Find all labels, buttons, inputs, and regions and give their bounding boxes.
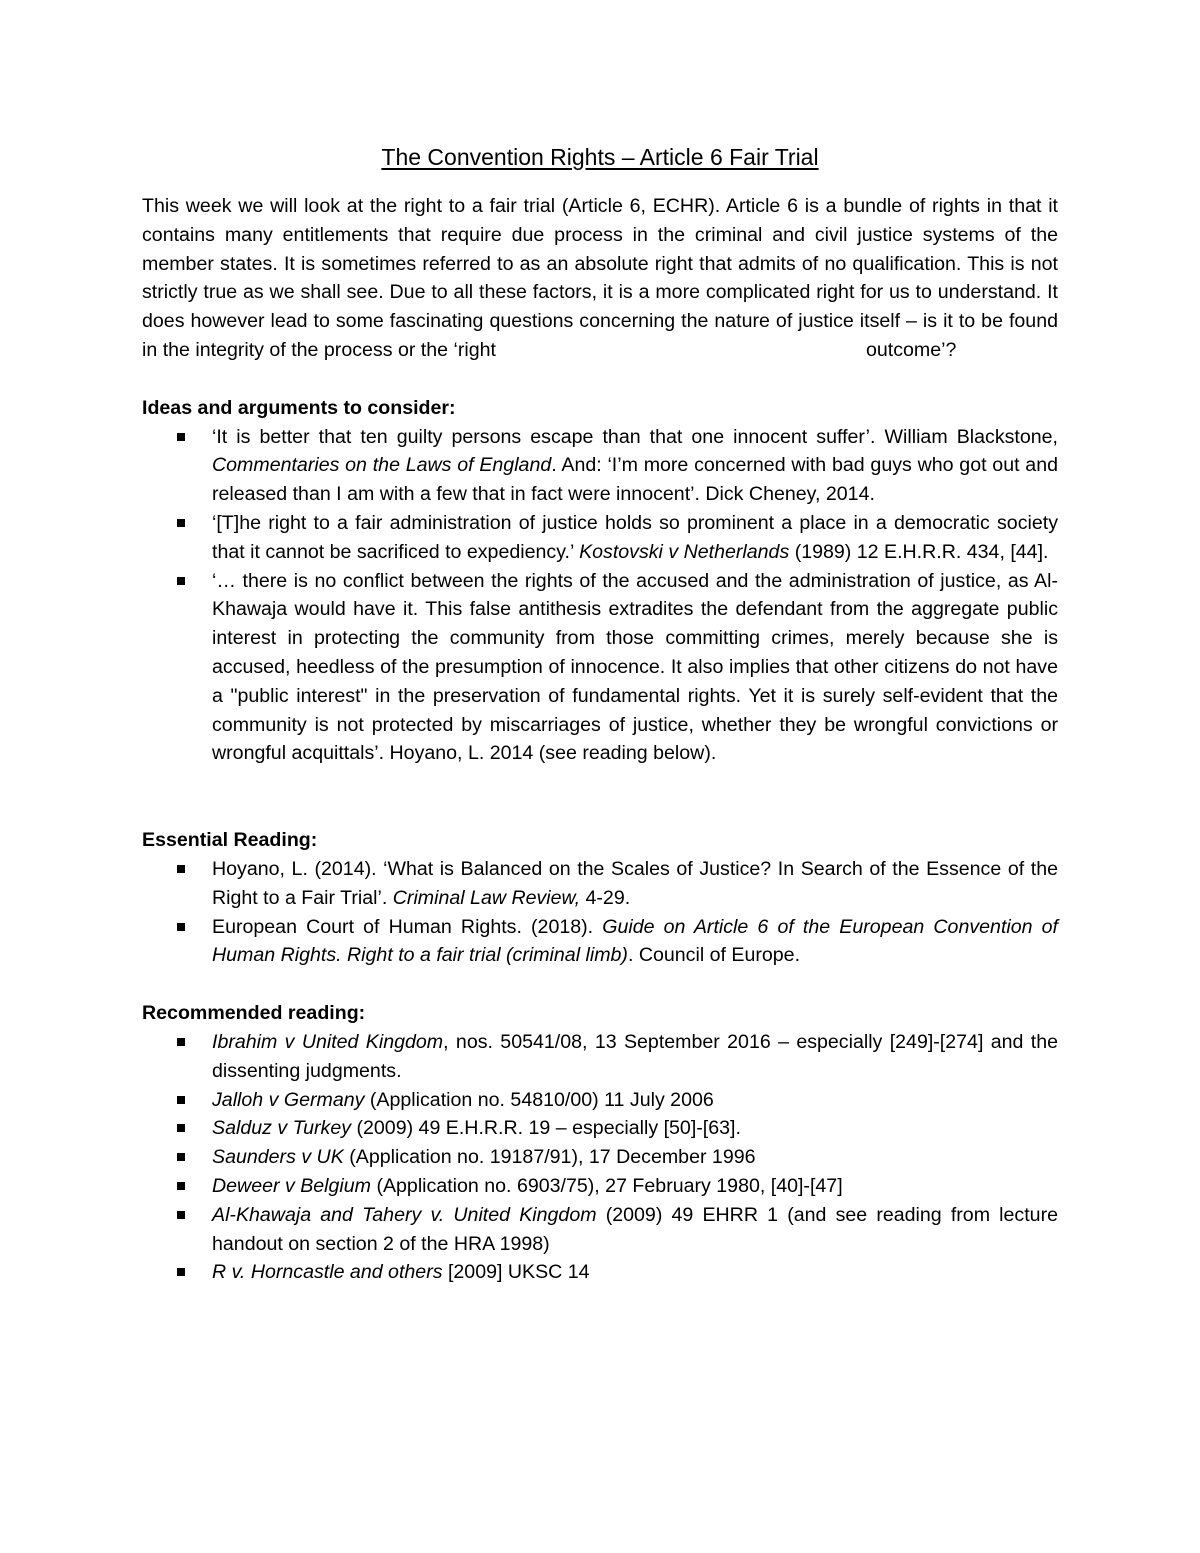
list-item (142, 855, 1058, 913)
case-name: Jalloh v Germany (212, 1088, 365, 1111)
case-citation: (2009) 49 EHRR 1 (and see reading from lecture handout on section 2 of the HRA 1998) (212, 1203, 1058, 1255)
square-bullet-icon (177, 519, 185, 527)
journal-title: Criminal Law Review, (392, 886, 581, 909)
intro-tail-start: ‘right (453, 338, 496, 361)
list-item (142, 567, 1058, 769)
spacer (142, 365, 1058, 394)
document-title: The Convention Rights – Article 6 Fair Trial (381, 144, 819, 170)
case-citation: (Application no. 6903/75), 27 February 1980, [40]-[47] (371, 1174, 843, 1197)
recommended-reading-heading: Recommended reading: (142, 1002, 366, 1025)
essential-reading-heading: Essential Reading: (142, 829, 318, 852)
list-item (142, 423, 1058, 509)
list-item (142, 1028, 1058, 1086)
case-citation: , nos. 50541/08, 13 September 2016 – especially [249]-[274] and the dissenting judgments. (212, 1030, 1059, 1082)
reference-pages: 4-29. (580, 886, 631, 909)
square-bullet-icon (177, 1268, 185, 1276)
case-name: Salduz v Turkey (212, 1117, 352, 1140)
case-name: Saunders v UK (212, 1146, 344, 1169)
square-bullet-icon (177, 1096, 185, 1104)
square-bullet-icon (177, 433, 185, 441)
essential-reading-list (142, 855, 1058, 970)
quote-text: ‘[T]he right to a fair administration of justice holds so prominent a place in a democratic society that it cannot be sacrificed to expediency.’ (212, 511, 1058, 563)
square-bullet-icon (177, 1038, 185, 1046)
list-item (142, 913, 1058, 971)
case-name: Kostovski v Netherlands (579, 540, 790, 563)
case-citation: (Application no. 19187/91), 17 December 1996 (343, 1146, 756, 1169)
list-item (142, 1114, 1058, 1143)
intro-text: This week we will look at the right to a fair trial (Article 6, ECHR). Article 6 is a bundle of rights in that it contains many entitlements that require due process in the criminal and civil justice systems of the member states. It is sometimes referred to as an absolute right that admits of no qualification. This is not strictly true as we shall see. Due to all these factors, it is a more complicated right for us to understand. It does however lead to some fascinating questions concerning the nature of justice itself – is it to be found in the integrity of the process or the (142, 195, 1058, 361)
reference-text: Hoyano, L. (2014). ‘What is Balanced on the Scales of Justice? In Search of the Essence of the Right to a Fair Trial’. (212, 857, 1058, 909)
square-bullet-icon (177, 865, 185, 873)
citation-title: Commentaries on the Laws of England (212, 454, 552, 477)
reference-publisher: . Council of Europe. (627, 944, 801, 967)
document-page (142, 140, 1058, 1287)
square-bullet-icon (177, 1211, 185, 1219)
list-item (142, 1258, 1058, 1287)
spacer (142, 768, 1058, 826)
case-citation: [2009] UKSC 14 (442, 1261, 590, 1284)
case-name: R v. Horncastle and others (212, 1261, 443, 1284)
reference-text: European Court of Human Rights. (2018). (212, 915, 603, 938)
square-bullet-icon (177, 577, 185, 585)
quote-text: ‘… there is no conflict between the rights of the accused and the administration of justice, as Al-Khawaja would have it. This false antithesis extradites the defendant from the aggregate public interest in protecting the community from those committing crimes, merely because she is accused, heedless of the presumption of innocence. It also implies that other citizens do not have a "public interest" in the preservation of fundamental rights. Yet it is surely self-evident that the community is not protected by miscarriages of justice, whether they be wrongful convictions or wrongful acquittals’. Hoyano, L. 2014 (see reading below). (212, 569, 1058, 765)
recommended-reading-list (142, 1028, 1058, 1287)
case-citation: (2009) 49 E.H.R.R. 19 – especially [50]-[63]. (351, 1117, 741, 1140)
case-citation: (Application no. 54810/00) 11 July 2006 (364, 1088, 714, 1111)
square-bullet-icon (177, 1153, 185, 1161)
citation-text: (1989) 12 E.H.R.R. 434, [44]. (789, 540, 1049, 563)
case-name: Ibrahim v United Kingdom (212, 1030, 444, 1053)
case-name: Al-Khawaja and Tahery v. United Kingdom (212, 1203, 597, 1226)
case-name: Deweer v Belgium (212, 1174, 371, 1197)
square-bullet-icon (177, 1182, 185, 1190)
list-item (142, 1172, 1058, 1201)
spacer (142, 970, 1058, 999)
list-item (142, 509, 1058, 567)
guide-title: Guide on Article 6 of the European Convention of Human Rights. Right to a fair trial (criminal limb) (212, 915, 1059, 967)
quote-text: . And: ‘I’m more concerned with bad guys who got out and released than I am with a few that in fact were innocent’. Dick Cheney, 2014. (212, 454, 1058, 506)
list-item (142, 1201, 1058, 1259)
ideas-heading: Ideas and arguments to consider: (142, 396, 456, 419)
intro-tail-end: outcome’? (866, 338, 957, 361)
ideas-list (142, 423, 1058, 769)
quote-text: ‘It is better that ten guilty persons escape than that one innocent suffer’. William Blackstone, (212, 425, 1058, 448)
list-item (142, 1086, 1058, 1115)
square-bullet-icon (177, 1124, 185, 1132)
list-item (142, 1143, 1058, 1172)
intro-paragraph (142, 192, 1058, 365)
square-bullet-icon (177, 923, 185, 931)
